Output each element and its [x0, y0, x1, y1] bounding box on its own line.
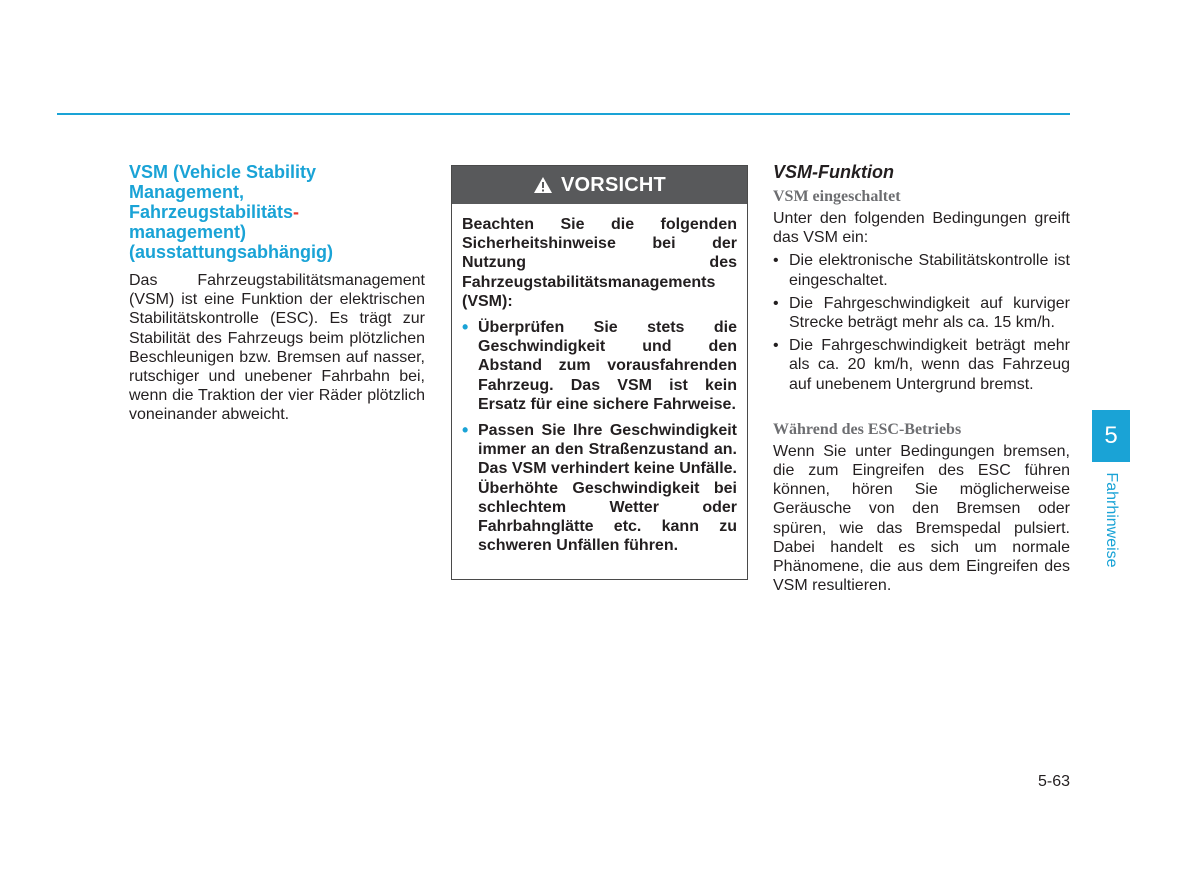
section-title: VSM (Vehicle Stability Management, Fahrzeugstabilitäts- management) (ausstattungsabhängig) [129, 162, 334, 262]
caution-header [452, 166, 747, 204]
right-column [773, 162, 1070, 595]
vsm-on-text: Unter den folgenden Bedingungen greift das VSM ein: [773, 210, 1070, 247]
esc-operation-heading: Während des ESC-Betriebs [773, 420, 962, 438]
caution-list [462, 318, 737, 555]
warning-triangle-icon [533, 176, 553, 194]
condition-list [773, 251, 1070, 393]
left-column [129, 162, 425, 425]
chapter-label: Fahrhinweise [1103, 472, 1120, 568]
header-rule [57, 113, 1070, 115]
condition-item: • Die elektronische Stabilitätskontrolle ist eingeschaltet. [773, 251, 1070, 289]
chapter-number-tab: 5 [1092, 410, 1130, 462]
condition-item: • Die Fahrgeschwindigkeit beträgt mehr als ca. 20 km/h, wenn das Fahrzeug auf unebenem Untergrund bremst. [773, 336, 1070, 394]
caution-item: • Passen Sie Ihre Geschwindigkeit immer an den Straßenzustand an. Das VSM verhindert keine Unfälle. Überhöhte Geschwindigkeit bei schlechtem Wetter oder Fahrbahnglätte etc. kann zu schweren Unfällen führen. [462, 421, 737, 555]
section-body: Das Fahrzeugstabilitätsmanagement (VSM) ist eine Funktion der elektrischen Stabilitätskontrolle (ESC). Es trägt zur Stabilität des Fahrzeugs beim plötzlichen Beschleunigen bzw. Bremsen auf nasser, rutschiger und unebener Fahrbahn bei, wenn die Traktion der vier Räder plötzlich voneinander abweicht. [129, 272, 425, 424]
vsm-on-heading: VSM eingeschaltet [773, 188, 901, 205]
page-number: 5-63 [1037, 773, 1070, 790]
vsm-function-heading: VSM-Funktion [773, 162, 894, 182]
caution-title: VORSICHT [561, 173, 666, 196]
esc-operation-text: Wenn Sie unter Bedingungen bremsen, die zum Eingreifen des ESC führen können, hören Sie möglicherweise Geräusche von den Bremsen oder spüren, wie das Bremspedal pulsiert. Dabei handelt es sich um normale Phänomene, die aus dem Eingreifen des VSM resultieren. [773, 442, 1070, 595]
caution-intro: Beachten Sie die folgenden Sicherheitshinweise bei der Nutzung des Fahrzeugstabilitätsmanagements (VSM): [462, 216, 737, 310]
caution-box [451, 165, 748, 580]
caution-item: • Überprüfen Sie stets die Geschwindigkeit und den Abstand zum vorausfahrenden Fahrzeug. Das VSM ist kein Ersatz für eine sichere Fahrweise. [462, 318, 737, 414]
caution-content [452, 204, 747, 555]
condition-item: • Die Fahrgeschwindigkeit auf kurviger Strecke beträgt mehr als ca. 15 km/h. [773, 294, 1070, 332]
